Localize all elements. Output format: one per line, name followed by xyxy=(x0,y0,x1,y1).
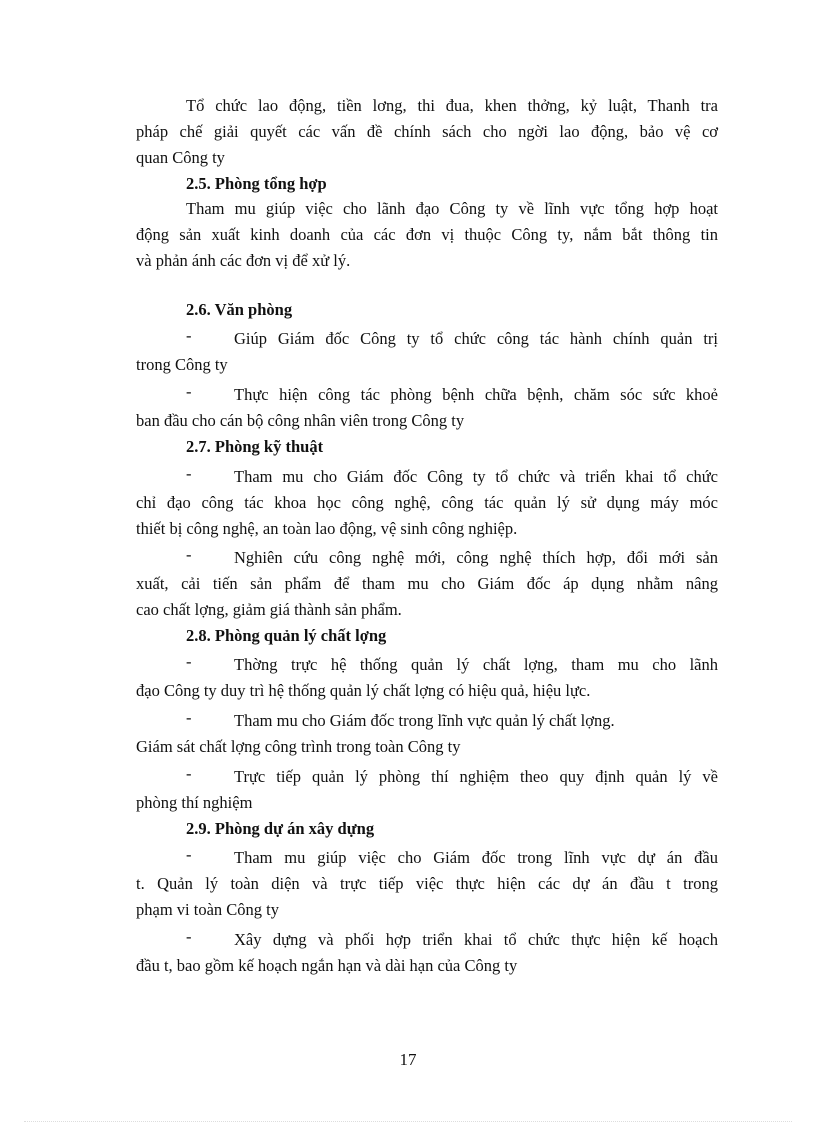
bullet-line: xuất, cải tiến sản phẩm để tham mu cho Giám đốc áp dụng nhằm nâng xyxy=(136,574,718,593)
bullet-line: Nghiên cứu công nghệ mới, công nghệ thích hợp, đổi mới sản xyxy=(234,548,718,567)
section-heading: 2.5. Phòng tổng hợp xyxy=(186,174,327,193)
bullet-line: Tham mu giúp việc cho Giám đốc trong lĩnh vực dự án đầu xyxy=(234,848,718,867)
section-heading: 2.6. Văn phòng xyxy=(186,300,293,319)
paragraph-line: quan Công ty xyxy=(136,148,225,167)
bullet-line: phòng thí nghiệm xyxy=(136,793,253,812)
bullet-dash: - xyxy=(186,464,192,483)
paragraph-line: động sản xuất kinh doanh của các đơn vị thuộc Công ty, nắm bắt thông tin xyxy=(136,225,718,244)
bullet-line: đạo Công ty duy trì hệ thống quản lý chất lợng có hiệu quả, hiệu lực. xyxy=(136,681,591,700)
bullet-dash: - xyxy=(186,652,192,671)
bullet-line: chỉ đạo công tác khoa học công nghệ, công tác quản lý sử dụng máy móc xyxy=(136,493,718,512)
bullet-line: Trực tiếp quản lý phòng thí nghiệm theo quy định quản lý về xyxy=(234,767,718,786)
bullet-line: Xây dựng và phối hợp triển khai tổ chức thực hiện kế hoạch xyxy=(234,930,718,949)
bullet-line: t. Quản lý toàn diện và trực tiếp việc thực hiện các dự án đầu t trong xyxy=(136,874,718,893)
bullet-line: thiết bị công nghệ, an toàn lao động, vệ sinh công nghiệp. xyxy=(136,519,518,538)
bullet-dash: - xyxy=(186,382,192,401)
bullet-line: Tham mu cho Giám đốc Công ty tổ chức và triển khai tổ chức xyxy=(234,467,718,486)
bullet-line: phạm vi toàn Công ty xyxy=(136,900,279,919)
paragraph-line: Tổ chức lao động, tiền lơng, thi đua, khen thởng, kỷ luật, Thanh tra xyxy=(186,96,718,115)
bullet-line: Tham mu cho Giám đốc trong lĩnh vực quản lý chất lợng. xyxy=(234,711,615,730)
bullet-line: Thực hiện công tác phòng bệnh chữa bệnh, chăm sóc sức khoẻ xyxy=(234,385,718,404)
bullet-line: cao chất lợng, giảm giá thành sản phẩm. xyxy=(136,600,402,619)
section-heading: 2.7. Phòng kỹ thuật xyxy=(186,437,324,456)
bullet-dash: - xyxy=(186,326,192,345)
bullet-dash: - xyxy=(186,845,192,864)
paragraph-line: pháp chế giải quyết các vấn đề chính sách cho ngời lao động, bảo vệ cơ xyxy=(136,122,718,141)
bullet-line: đầu t, bao gồm kế hoạch ngắn hạn và dài hạn của Công ty xyxy=(136,956,518,975)
paragraph-line: và phản ánh các đơn vị để xử lý. xyxy=(136,251,351,270)
bullet-dash: - xyxy=(186,927,192,946)
section-heading: 2.8. Phòng quản lý chất lợng xyxy=(186,626,387,645)
bullet-dash: - xyxy=(186,708,192,727)
paragraph-line: Tham mu giúp việc cho lãnh đạo Công ty về lĩnh vực tổng hợp hoạt xyxy=(186,199,718,218)
page-number: 17 xyxy=(399,1050,417,1069)
bullet-line: Giám sát chất lợng công trình trong toàn Công ty xyxy=(136,737,461,756)
bullet-line: Giúp Giám đốc Công ty tổ chức công tác hành chính quản trị xyxy=(234,329,718,348)
bullet-line: ban đầu cho cán bộ công nhân viên trong Công ty xyxy=(136,411,465,430)
bullet-dash: - xyxy=(186,545,192,564)
section-heading: 2.9. Phòng dự án xây dựng xyxy=(186,819,375,838)
page-bottom-divider xyxy=(24,1121,792,1122)
bullet-line: Thờng trực hệ thống quản lý chất lợng, tham mu cho lãnh xyxy=(234,655,718,674)
bullet-dash: - xyxy=(186,764,192,783)
bullet-line: trong Công ty xyxy=(136,355,228,374)
